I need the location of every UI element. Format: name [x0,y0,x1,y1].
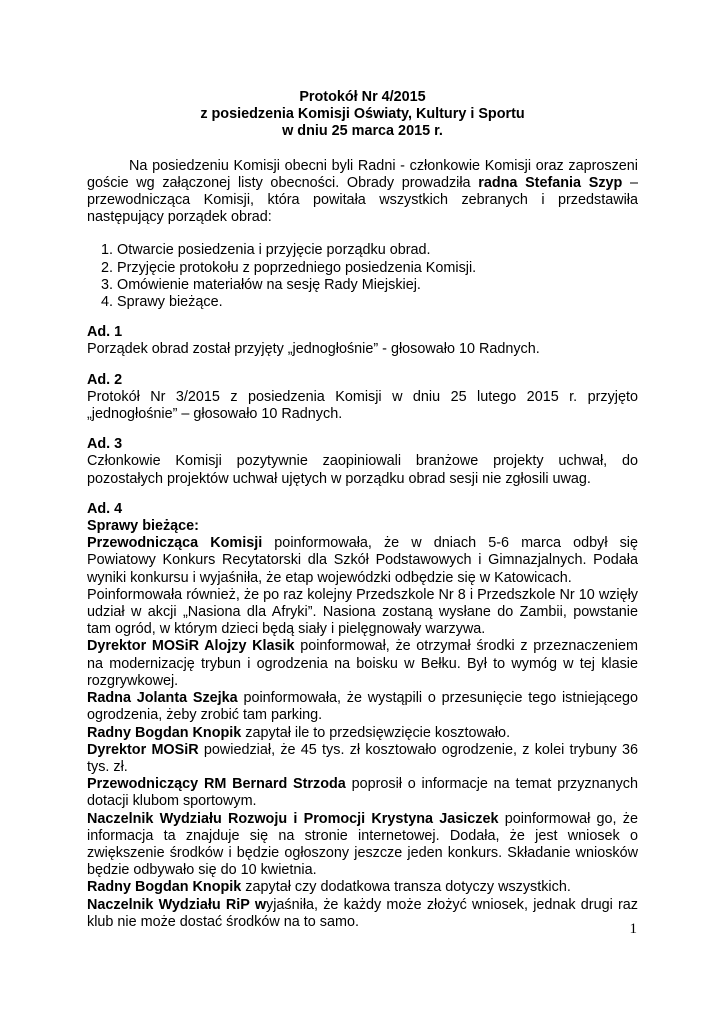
minutes-paragraph [87,742,638,776]
chairperson-name: radna Stefania Szyp [478,174,623,191]
agenda-item: 1. Otwarcie posiedzenia i przyjęcie porządku obrad. [117,242,638,259]
minutes-paragraph [87,725,638,742]
agenda-item: 4. Sprawy bieżące. [117,294,638,311]
minutes-paragraph [87,897,638,931]
intro-text-2: – przewodnicząca Komisji, która powitała wszystkich zebranych i przedstawiła następujący porządek obrad: [87,174,638,226]
speaker-text: yjaśniła, że każdy może złożyć wniosek, jednak drugi raz klub nie może dostać środków na to samo. [87,896,638,930]
section-ad-4 [87,501,638,931]
document-title-line-2: z posiedzenia Komisji Oświaty, Kultury i Sportu [200,106,525,123]
intro-paragraph [87,158,638,227]
speaker-name: Naczelnik Wydziału Rozwoju i Promocji Krystyna Jasiczek [87,810,499,827]
document-title-line-3: w dniu 25 marca 2015 r. [282,123,443,140]
speaker-name: Przewodniczący RM Bernard Strzoda [87,776,346,793]
section-ad-1 [87,324,638,358]
speaker-text: poprosił o informacje na temat przyznanych dotacji klubom sportowym. [87,776,638,810]
document-body [87,89,638,931]
speaker-text: zapytał ile to przedsięwzięcie kosztowało. [241,724,511,741]
section-ad-2 [87,372,638,424]
speaker-name: Naczelnik Wydziału RiP w [87,896,267,913]
speaker-name: Radny Bogdan Knopik [87,724,242,741]
section-text: Członkowie Komisji pozytywnie zaopiniowali branżowe projekty uchwał, do pozostałych projektów uchwał ujętych w porządku obrad sesji nie zgłosili uwag. [87,453,638,487]
speaker-text: zapytał czy dodatkowa transza dotyczy wszystkich. [241,879,571,896]
agenda-list [87,242,638,311]
minutes-paragraph [87,638,638,690]
section-text: Porządek obrad został przyjęty „jednogłośnie” - głosowało 10 Radnych. [87,341,540,358]
agenda-item: 3. Omówienie materiałów na sesję Rady Miejskiej. [117,277,638,294]
minutes-paragraph [87,535,638,587]
section-heading: Ad. 2 [87,371,123,388]
speaker-text: poinformował, że otrzymał środki z przeznaczeniem na modernizację trybun i ogrodzenia na boisku w Bełku. Był to wymóg w tej klasie rozgrywkowej. [87,638,638,689]
section-heading: Ad. 4 [87,500,123,517]
minutes-paragraph: Poinformowała również, że po raz kolejny Przedszkole Nr 8 i Przedszkole Nr 10 wzięły udział w akcji „Nasiona dla Afryki”. Nasiona zostaną wysłane do Zambii, powstanie tam ogród, w którym dzieci będą siały i pielęgnowały warzywa. [87,586,638,638]
speaker-name: Przewodnicząca Komisji [87,535,263,552]
section-heading: Ad. 3 [87,436,123,453]
minutes-paragraph [87,776,638,810]
document-title-line-1: Protokół Nr 4/2015 [299,89,426,105]
minutes-paragraph [87,879,638,896]
speaker-text: powiedział, że 45 tys. zł kosztowało ogrodzenie, z kolei trybuny 36 tys. zł. [87,741,639,775]
section-ad-3 [87,436,638,488]
speaker-name: Dyrektor MOSiR [87,741,199,758]
section-subheading: Sprawy bieżące: [87,518,199,535]
speaker-text: poinformowała, że w dniach 5-6 marca odbył się Powiatowy Konkurs Recytatorski dla Szkół Podstawowych i Gimnazjalnych. Podała wyniki konkursu i wyjaśniła, że etap wojewódzki odbędzie się w Katowicach. [87,535,638,586]
speaker-name: Dyrektor MOSiR Alojzy Klasik [87,638,295,655]
speaker-name: Radna Jolanta Szejka [87,690,238,707]
minutes-paragraph [87,690,638,724]
section-text: Protokół Nr 3/2015 z posiedzenia Komisji w dniu 25 lutego 2015 r. przyjęto „jednogłośnie” – głosowało 10 Radnych. [87,388,638,423]
intro-text-1: Na posiedzeniu Komisji obecni byli Radni - członkowie Komisji oraz zaproszeni goście wg załączonej listy obecności. Obrady prowadziła [87,157,638,191]
section-heading: Ad. 1 [87,324,123,341]
speaker-text: poinformowała, że wystąpili o przesunięcie tego istniejącego ogrodzenia, żeby zrobić tam parking. [87,690,638,724]
speaker-name: Radny Bogdan Knopik [87,879,242,896]
page-number: 1 [629,921,637,937]
agenda-item: 2. Przyjęcie protokołu z poprzedniego posiedzenia Komisji. [117,260,638,277]
speaker-text: poinformował go, że informacja ta znajduje się na stronie internetowej. Dodała, że jest wniosek o zwiększenie środków i będzie ogłoszony jeszcze jeden konkurs. Składanie wniosków będzie odbywało się do 10 kwietnia. [87,810,638,879]
minutes-paragraph [87,811,638,880]
